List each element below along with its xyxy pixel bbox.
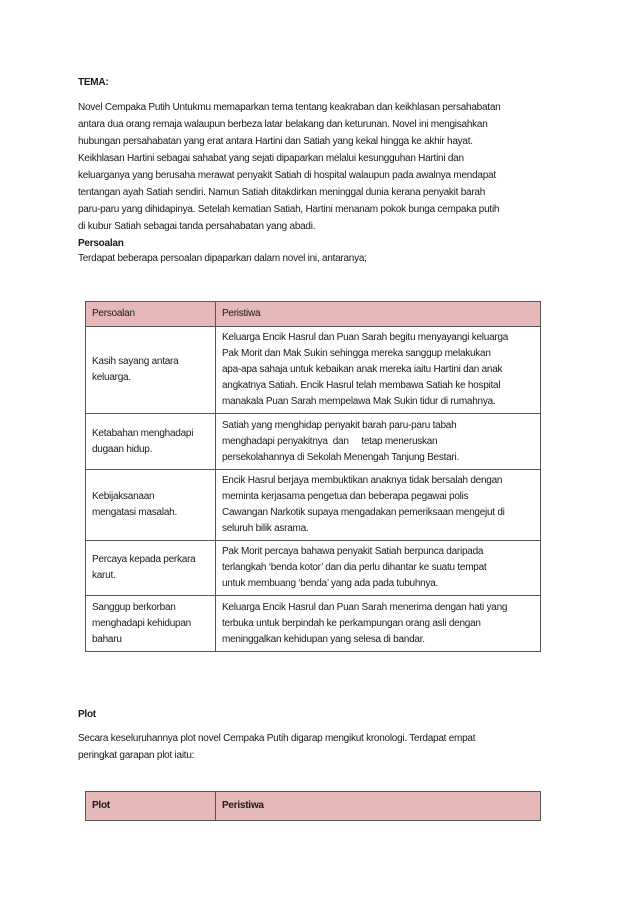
- cell-line: apa-apa sahaja untuk kebaikan anak mereka iaitu Hartini dan anak: [222, 364, 503, 375]
- table-row: [86, 327, 541, 414]
- cell-line: Satiah yang menghidap penyakit barah paru-paru tabah: [222, 419, 457, 431]
- cell-line: seluruh bilik asrama.: [222, 523, 309, 534]
- tema-line: di kubur Satiah sebagai tanda persahabatan yang abadi.: [78, 221, 316, 232]
- persoalan-cell: [86, 327, 216, 414]
- cell-line: persekolahannya di Sekolah Menengah Tanjung Bestari.: [222, 451, 459, 463]
- cell-line: Sanggup berkorban: [92, 601, 176, 613]
- cell-line: untuk membuang ‘benda’ yang ada pada tubuhnya.: [222, 578, 439, 589]
- table-header-cell: Persoalan: [86, 302, 216, 327]
- plot-line: peringkat garapan plot iaitu:: [78, 750, 195, 761]
- tema-line: tentangan ayah Satiah sendiri. Namun Satiah ditakdirkan meninggal dunia kerana penyakit barah: [78, 187, 486, 198]
- table-row: [86, 541, 541, 596]
- tema-heading: TEMA:: [78, 77, 109, 88]
- table-header-row: [86, 792, 541, 821]
- persoalan-cell: [86, 596, 216, 652]
- cell-line: terbuka untuk berpindah ke perkampungan orang asli dengan: [222, 617, 481, 629]
- plot-heading: Plot: [78, 709, 96, 720]
- tema-line: hubungan persahabatan yang erat antara Hartini dan Satiah yang kekal hingga ke akhir hayat.: [78, 136, 473, 147]
- cell-line: terlangkah ‘benda kotor’ dan dia perlu dihantar ke suatu tempat: [222, 562, 487, 573]
- cell-line: Kebijaksanaan: [92, 491, 155, 502]
- tema-line: Novel Cempaka Putih Untukmu memaparkan tema tentang keakraban dan keikhlasan persahabatan: [78, 102, 501, 113]
- cell-line: manakala Puan Sarah mempelawa Mak Sukin tidur di rumahnya.: [222, 396, 496, 407]
- peristiwa-cell: [216, 414, 541, 470]
- peristiwa-cell: [216, 470, 541, 541]
- tema-line: paru-paru yang dihidapinya. Setelah kematian Satiah, Hartini menanam pokok bunga cempaka putih: [78, 204, 500, 215]
- persoalan-heading: Persoalan: [78, 238, 124, 249]
- table-header-cell: Peristiwa: [216, 792, 541, 821]
- persoalan-table: [85, 301, 541, 652]
- peristiwa-cell: [216, 541, 541, 596]
- cell-line: Percaya kepada perkara: [92, 554, 196, 565]
- cell-line: Pak Morit percaya bahawa penyakit Satiah berpunca daripada: [222, 546, 484, 557]
- cell-line: Keluarga Encik Hasrul dan Puan Sarah begitu menyayangi keluarga: [222, 332, 509, 343]
- peristiwa-cell: [216, 327, 541, 414]
- peristiwa-cell: [216, 596, 541, 652]
- table-row: [86, 470, 541, 541]
- table-row: [86, 596, 541, 652]
- plot-table: [85, 791, 541, 821]
- table-row: [86, 414, 541, 470]
- cell-line: meminta kerjasama pengetua dan beberapa pegawai polis: [222, 491, 469, 502]
- tema-line: antara dua orang remaja walaupun berbeza latar belakang dan keturunan. Novel ini mengisahkan: [78, 119, 488, 130]
- cell-line: karut.: [92, 570, 116, 581]
- cell-line: Encik Hasrul berjaya membuktikan anaknya tidak bersalah dengan: [222, 475, 503, 486]
- cell-line: Keluarga Encik Hasrul dan Puan Sarah menerima dengan hati yang: [222, 601, 508, 613]
- cell-line: Pak Morit dan Mak Sukin sehingga mereka sanggup melakukan: [222, 348, 491, 359]
- cell-line: Cawangan Narkotik supaya mengadakan pemeriksaan mengejut di: [222, 507, 505, 518]
- cell-line: baharu: [92, 633, 122, 645]
- cell-line: meninggalkan kehidupan yang selesa di bandar.: [222, 633, 425, 645]
- cell-line: menghadapi penyakitnya dan tetap meneruskan: [222, 435, 438, 447]
- table-header-cell: Plot: [86, 792, 216, 821]
- plot-paragraph: [78, 730, 568, 764]
- persoalan-intro: Terdapat beberapa persoalan dipaparkan dalam novel ini, antaranya;: [78, 253, 367, 264]
- cell-line: menghadapi kehidupan: [92, 617, 191, 629]
- tema-line: Keikhlasan Hartini sebagai sahabat yang sejati dipaparkan melalui kesungguhan Hartini dan: [78, 153, 464, 164]
- table-header-cell: Peristiwa: [216, 302, 541, 327]
- persoalan-cell: [86, 470, 216, 541]
- table-header-row: [86, 302, 541, 327]
- cell-line: keluarga.: [92, 372, 131, 383]
- persoalan-cell: [86, 414, 216, 470]
- cell-line: Kasih sayang antara: [92, 356, 179, 367]
- cell-line: dugaan hidup.: [92, 443, 153, 455]
- tema-paragraph: [78, 99, 568, 235]
- tema-line: keluarganya yang berusaha merawat penyakit Satiah di hospital walaupun pada awalnya mendapat: [78, 170, 496, 181]
- cell-line: mengatasi masalah.: [92, 507, 177, 518]
- plot-line: Secara keseluruhannya plot novel Cempaka Putih digarap mengikut kronologi. Terdapat empat: [78, 733, 476, 744]
- cell-line: angkatnya Satiah. Encik Hasrul telah membawa Satiah ke hospital: [222, 380, 501, 391]
- cell-line: Ketabahan menghadapi: [92, 427, 194, 439]
- persoalan-cell: [86, 541, 216, 596]
